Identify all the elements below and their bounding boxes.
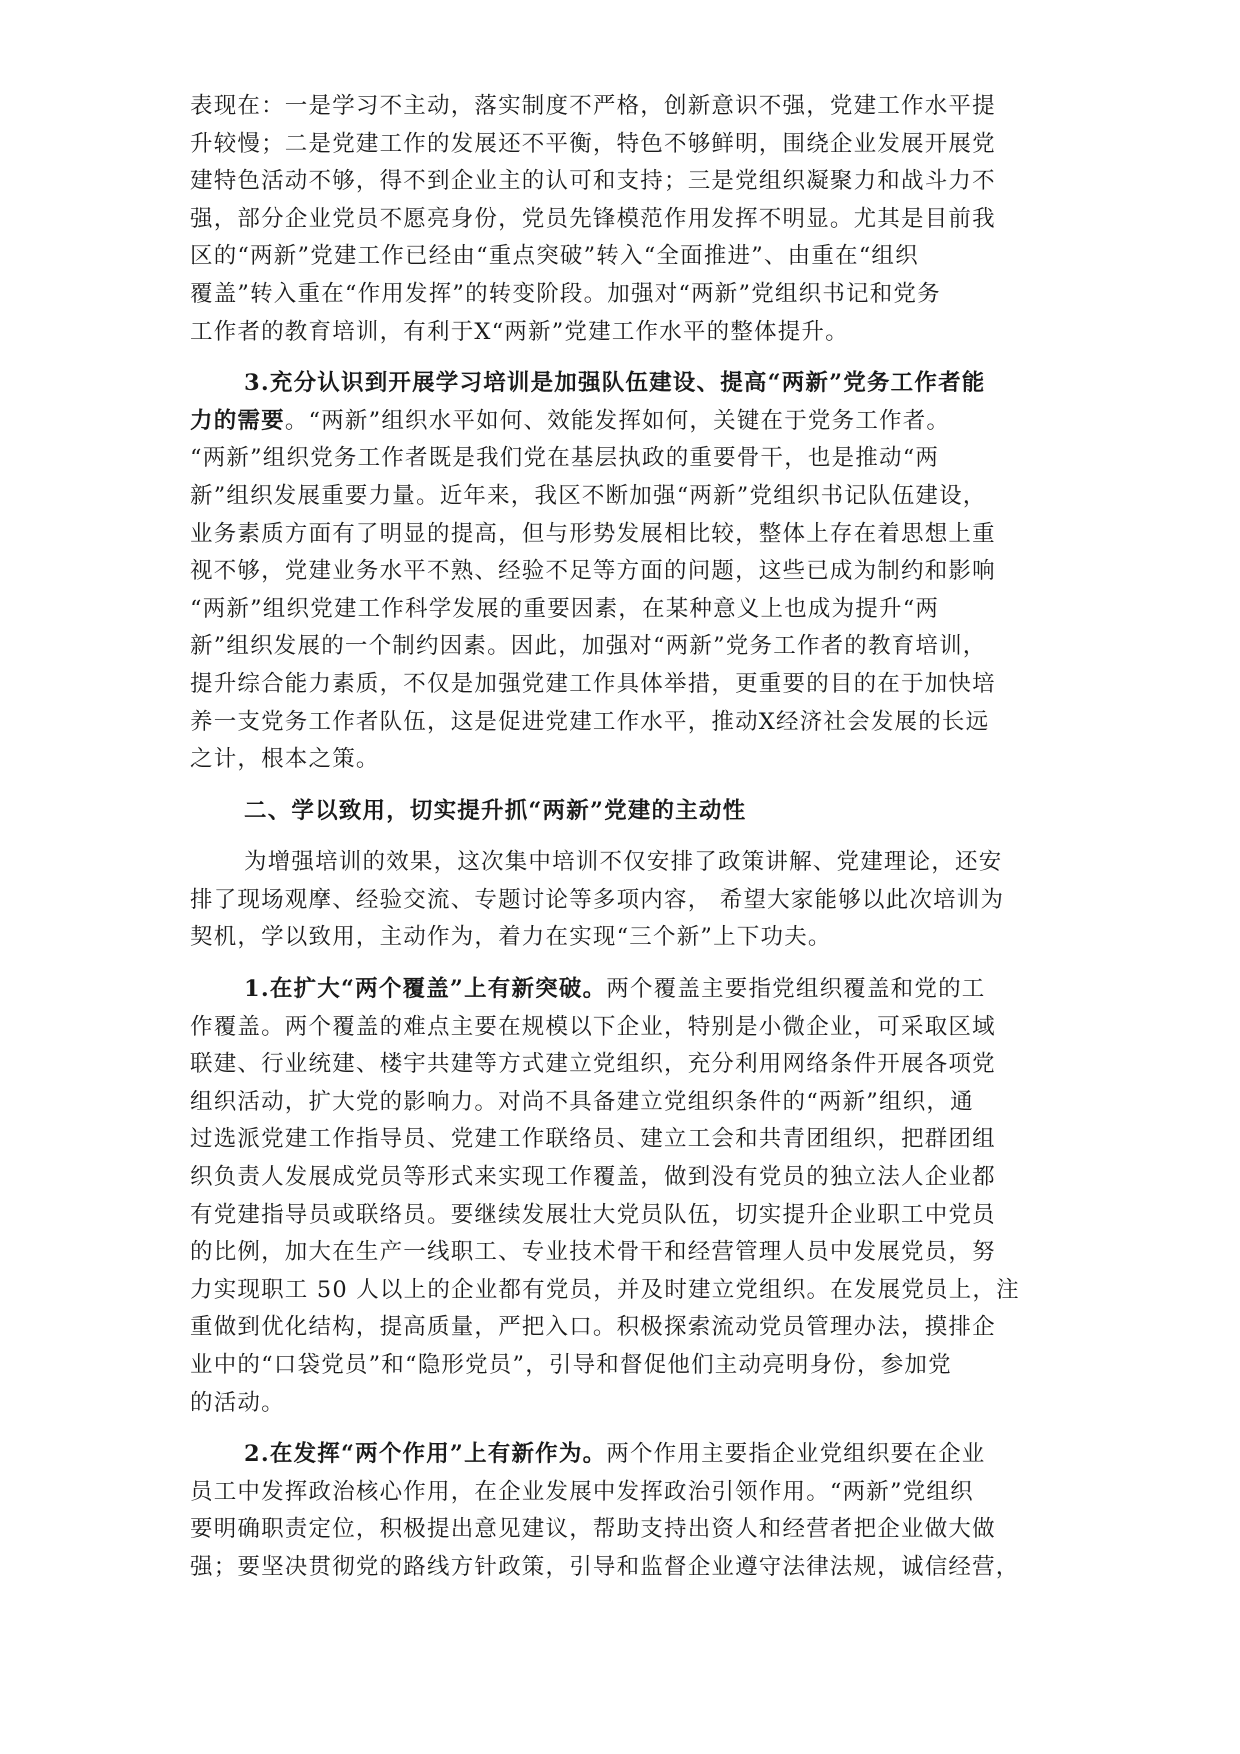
text-line: 契机，学以致用，主动作为，着力在实现“三个新”上下功夫。 xyxy=(190,924,832,951)
text-line: 织负责人发展成党员等形式来实现工作覆盖，做到没有党员的独立法人企业都 xyxy=(190,1164,996,1191)
text-run: 两个作用主要指企业党组织要在企业 xyxy=(606,1441,986,1468)
text-line: 表现在：一是学习不主动，落实制度不严格，创新意识不强，党建工作水平提 xyxy=(190,93,996,119)
section-heading xyxy=(190,793,1042,831)
text-line: 力实现职工 50 人以上的企业都有党员，并及时建立党组织。在发展党员上，注 xyxy=(190,1276,1020,1303)
paragraph-3 xyxy=(190,844,1042,957)
text-line: 联建、行业统建、楼宇共建等方式建立党组织，充分利用网络条件开展各项党 xyxy=(190,1051,996,1078)
paragraph-spacer xyxy=(190,830,1042,844)
paragraph-spacer xyxy=(190,957,1042,971)
document-page xyxy=(190,88,1042,1587)
lead-in-heading: 2.在发挥“两个作用”上有新作为。 xyxy=(244,1441,607,1468)
text-run: 。“两新”组织水平如何、效能发挥如何，关键在于党务工作者。 xyxy=(284,407,951,434)
text-line: 业务素质方面有了明显的提高，但与形势发展相比较，整体上存在着思想上重 xyxy=(190,520,996,547)
subheading-continuation: 力的需要 xyxy=(190,407,285,434)
text-line: 强；要坚决贯彻党的路线方针政策，引导和监督企业遵守法律法规，诚信经营， xyxy=(190,1553,1020,1580)
text-line: 新”组织发展重要力量。近年来，我区不断加强“两新”党组织书记队伍建设， xyxy=(190,482,987,509)
text-line: 重做到优化结构，提高质量，严把入口。积极探索流动党员管理办法，摸排企 xyxy=(190,1314,996,1341)
text-line xyxy=(190,1436,1042,1474)
text-line: 升较慢；二是党建工作的发展还不平衡，特色不够鲜明，围绕企业发展开展党 xyxy=(190,130,996,157)
text-line: 组织活动，扩大党的影响力。对尚不具备建立党组织条件的“两新”组织，通 xyxy=(190,1088,974,1115)
text-line: 强，部分企业党员不愿亮身份，党员先锋模范作用发挥不明显。尤其是目前我 xyxy=(190,205,996,232)
paragraph-2 xyxy=(190,365,1042,779)
text-line: 视不够，党建业务水平不熟、经验不足等方面的问题，这些已成为制约和影响 xyxy=(190,558,996,585)
text-line: “两新”组织党建工作科学发展的重要因素，在某种意义上也成为提升“两 xyxy=(190,595,940,622)
text-line: 新”组织发展的一个制约因素。因此，加强对“两新”党务工作者的教育培训， xyxy=(190,633,987,660)
text-line xyxy=(190,403,1042,441)
text-line xyxy=(190,971,1042,1009)
paragraph-spacer xyxy=(190,779,1042,793)
text-line: 区的“两新”党建工作已经由“重点突破”转入“全面推进”、由重在“组织 xyxy=(190,243,919,270)
text-line: 的比例，加大在生产一线职工、专业技术骨干和经营管理人员中发展党员，努 xyxy=(190,1239,996,1266)
text-line: 提升综合能力素质，不仅是加强党建工作具体举措，更重要的目的在于加快培 xyxy=(190,670,996,697)
subheading-line: 3.充分认识到开展学习培训是加强队伍建设、提高“两新”党务工作者能 xyxy=(244,370,986,397)
section-title: 二、学以致用，切实提升抓“两新”党建的主动性 xyxy=(244,797,747,824)
text-line: 作覆盖。两个覆盖的难点主要在规模以下企业，特别是小微企业，可采取区域 xyxy=(190,1013,996,1040)
text-run: 两个覆盖主要指党组织覆盖和党的工 xyxy=(606,976,986,1003)
text-line: 养一支党务工作者队伍，这是促进党建工作水平，推动X经济社会发展的长远 xyxy=(190,708,990,735)
text-line: 的活动。 xyxy=(190,1389,285,1416)
paragraph-spacer xyxy=(190,1422,1042,1436)
text-line: 建特色活动不够，得不到企业主的认可和支持；三是党组织凝聚力和战斗力不 xyxy=(190,168,996,195)
text-line: 要明确职责定位，积极提出意见建议，帮助支持出资人和经营者把企业做大做 xyxy=(190,1516,996,1543)
text-line: 覆盖”转入重在“作用发挥”的转变阶段。加强对“两新”党组织书记和党务 xyxy=(190,280,941,307)
paragraph-4 xyxy=(190,971,1042,1422)
text-line: 员工中发挥政治核心作用，在企业发展中发挥政治引领作用。“两新”党组织 xyxy=(190,1478,974,1505)
text-line: 有党建指导员或联络员。要继续发展壮大党员队伍，切实提升企业职工中党员 xyxy=(190,1201,996,1228)
paragraph-1 xyxy=(190,88,1042,351)
text-line: 过选派党建工作指导员、党建工作联络员、建立工会和共青团组织，把群团组 xyxy=(190,1126,996,1153)
text-line: “两新”组织党务工作者既是我们党在基层执政的重要骨干，也是推动“两 xyxy=(190,445,940,472)
text-line: 排了现场观摩、经验交流、专题讨论等多项内容， 希望大家能够以此次培训为 xyxy=(190,886,1005,913)
paragraph-5 xyxy=(190,1436,1042,1586)
text-line: 业中的“口袋党员”和“隐形党员”，引导和督促他们主动亮明身份，参加党 xyxy=(190,1352,952,1378)
text-line: 之计，根本之策。 xyxy=(190,746,380,773)
text-line: 为增强培训的效果，这次集中培训不仅安排了政策讲解、党建理论，还安 xyxy=(244,849,1003,876)
text-line: 工作者的教育培训，有利于X“两新”党建工作水平的整体提升。 xyxy=(190,318,849,345)
paragraph-spacer xyxy=(190,351,1042,365)
lead-in-heading: 1.在扩大“两个覆盖”上有新突破。 xyxy=(244,976,607,1003)
